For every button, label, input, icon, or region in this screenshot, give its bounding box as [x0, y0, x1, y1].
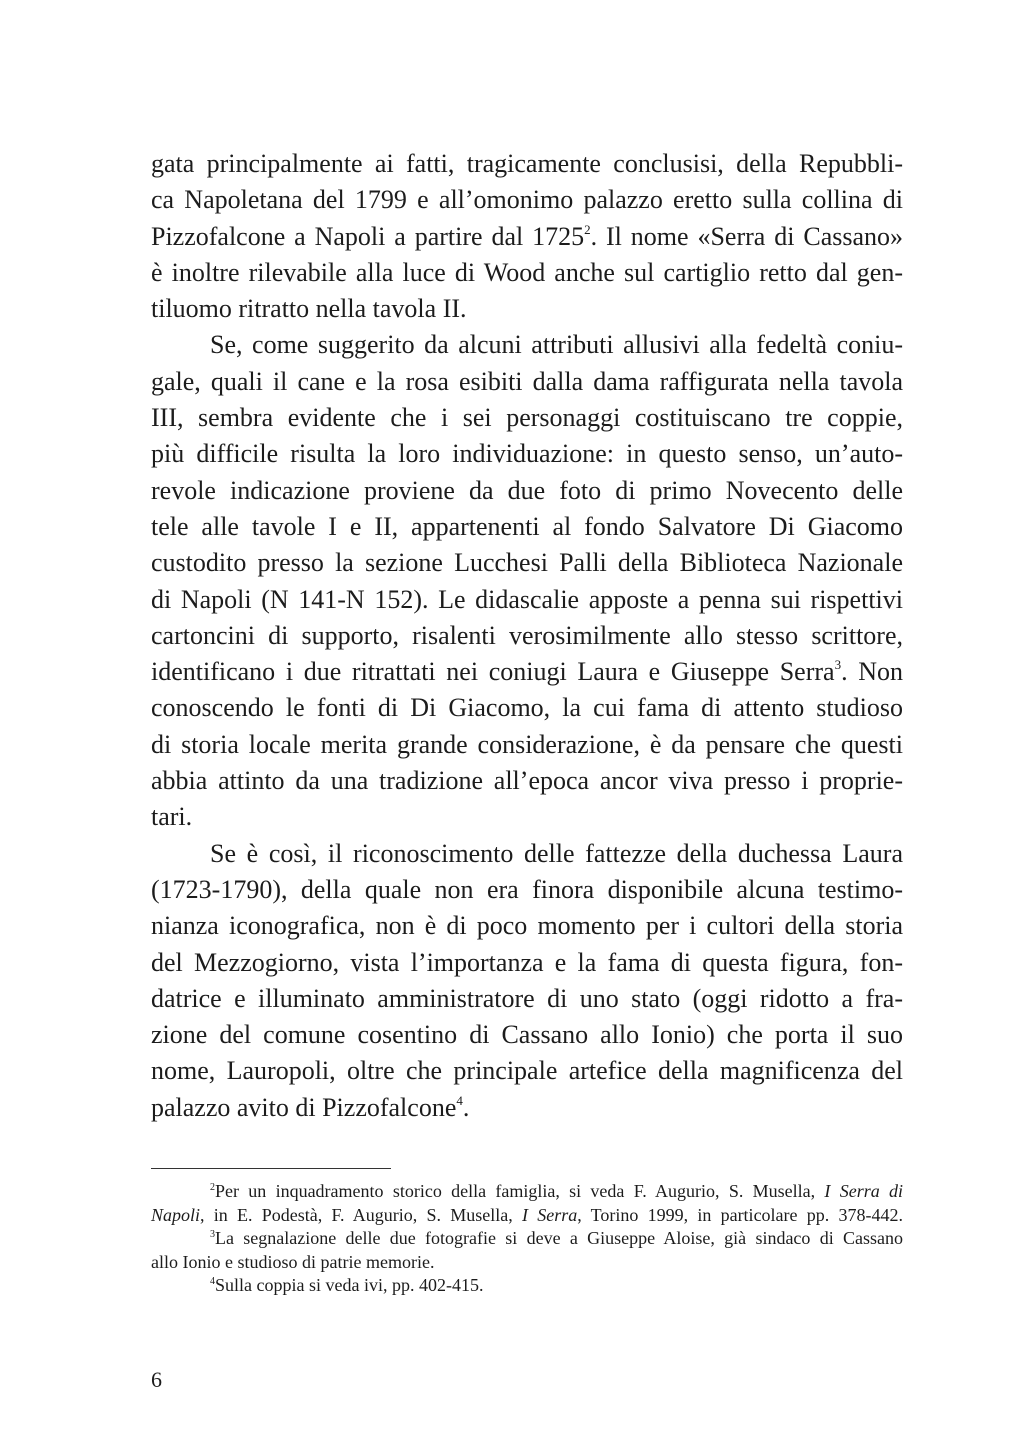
- text-line: datrice e illuminato amministratore di uno stato (oggi ridotto a fra-: [151, 983, 903, 1013]
- text-line: [151, 219, 903, 255]
- text-fragment: La segnalazione delle due fotografie si deve a Giuseppe Aloise, già sindaco di Cassano: [215, 1228, 903, 1248]
- footnote-3-cont: allo Ionio e studioso di patrie memorie.: [151, 1251, 435, 1272]
- footnote-2-cont: [151, 1204, 903, 1228]
- italic-title: I Serra: [521, 1204, 578, 1225]
- text-line: III, sembra evidente che i sei personaggi costituiscano tre coppie,: [151, 403, 903, 433]
- text-line: di Napoli (N 141-N 152). Le didascalie apposte a penna sui rispettivi: [151, 584, 903, 614]
- footnote-3: [151, 1227, 903, 1251]
- text-fragment: identificano i due ritrattati nei coniugi Laura e Giuseppe Serra: [151, 657, 835, 687]
- footnotes: [151, 1180, 903, 1298]
- text-line: zione del comune cosentino di Cassano allo Ionio) che porta il suo: [151, 1020, 903, 1050]
- text-line: gata principalmente ai fatti, tragicamente conclusisi, della Repubbli-: [151, 149, 903, 178]
- footnote-4: [151, 1274, 903, 1298]
- text-line: [151, 654, 903, 690]
- text-line: gale, quali il cane e la rosa esibiti dalla dama raffigurata nella tavola: [151, 366, 903, 396]
- text-line: conoscendo le fonti di Di Giacomo, la cui fama di attento studioso: [151, 693, 903, 723]
- text-line: revole indicazione proviene da due foto di primo Novecento delle: [151, 475, 903, 505]
- text-fragment: , Torino 1999, in particolare pp. 378-442.: [577, 1204, 903, 1225]
- footnote-2: [151, 1180, 903, 1204]
- text-line: tele alle tavole I e II, appartenenti al fondo Salvatore Di Giacomo: [151, 511, 903, 541]
- footnote-ref: 2: [584, 221, 591, 237]
- text-line: custodito presso la sezione Lucchesi Palli della Biblioteca Nazionale: [151, 548, 903, 578]
- footnote-number: 3: [210, 1229, 215, 1240]
- text-fragment: , in E. Podestà, F. Augurio, S. Musella,: [200, 1204, 522, 1225]
- text-line: di storia locale merita grande considerazione, è da pensare che questi: [151, 729, 903, 759]
- text-line: (1723-1790), della quale non era finora disponibile alcuna testimo-: [151, 874, 903, 904]
- text-line: tiluomo ritratto nella tavola II.: [151, 294, 467, 324]
- text-line: nianza iconografica, non è di poco momento per i cultori della storia: [151, 911, 903, 941]
- text-line: cartoncini di supporto, risalenti verosimilmente allo stesso scrittore,: [151, 620, 903, 650]
- text-line: è inoltre rilevabile alla luce di Wood anche sul cartiglio retto dal gen-: [151, 257, 903, 287]
- text-line: [151, 1090, 903, 1126]
- text-line: tari.: [151, 802, 193, 832]
- italic-title: Napoli: [151, 1204, 201, 1225]
- footnote-number: 4: [210, 1276, 215, 1287]
- text-fragment: . Non: [841, 657, 903, 687]
- page-number: 6: [151, 1367, 162, 1392]
- text-line: ca Napoletana del 1799 e all’omonimo palazzo eretto sulla collina di: [151, 185, 903, 215]
- footnote-divider: [151, 1168, 391, 1169]
- text-line: nome, Lauropoli, oltre che principale artefice della magnificenza del: [151, 1056, 903, 1086]
- italic-title: I Serra di: [824, 1181, 903, 1201]
- text-fragment: . Il nome «Serra di Cassano»: [590, 221, 904, 251]
- footnote-ref: 3: [834, 657, 842, 673]
- text-fragment: palazzo avito di Pizzofalcone: [151, 1092, 457, 1122]
- footnote-number: 2: [210, 1182, 215, 1193]
- text-fragment: Sulla coppia si veda ivi, pp. 402-415.: [215, 1275, 484, 1295]
- text-fragment: Pizzofalcone a Napoli a partire dal 1725: [151, 221, 585, 251]
- text-fragment: .: [462, 1092, 470, 1122]
- text-line: più difficile risulta la loro individuazione: in questo senso, un’auto-: [151, 439, 903, 469]
- main-text: [151, 146, 903, 1126]
- text-line: abbia attinto da una tradizione all’epoca ancor viva presso i proprie-: [151, 766, 903, 796]
- footnote-ref: 4: [456, 1092, 463, 1108]
- text-line: Se, come suggerito da alcuni attributi allusivi alla fedeltà coniu-: [210, 330, 903, 360]
- text-line: del Mezzogiorno, vista l’importanza e la fama di questa figura, fon-: [151, 947, 903, 977]
- text-line: Se è così, il riconoscimento delle fattezze della duchessa Laura: [210, 838, 903, 868]
- text-fragment: Per un inquadramento storico della famiglia, si veda F. Augurio, S. Musella,: [215, 1181, 825, 1201]
